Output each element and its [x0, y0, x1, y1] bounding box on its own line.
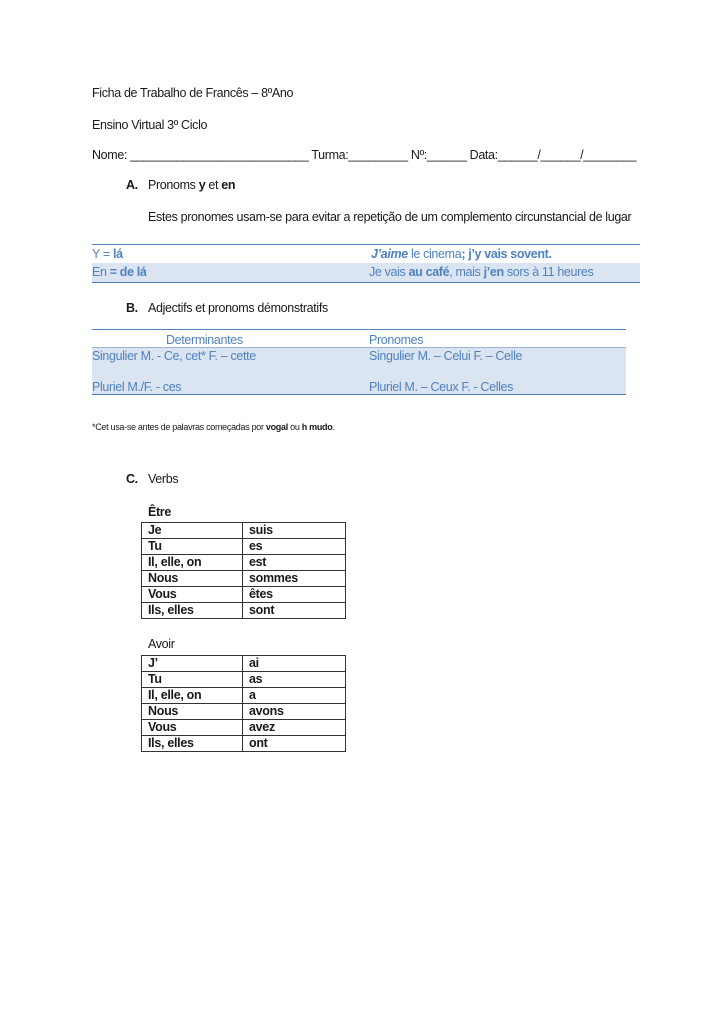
avoir-table [141, 655, 346, 752]
demo-pluriel-determinantes: Pluriel M./F. - ces [92, 380, 182, 394]
demo-head-pronomes: Pronomes [369, 333, 424, 347]
pronoms-row1-right: J’aime le cinema; j’y vais sovent. [371, 247, 552, 261]
section-a-intro: Estes pronomes usam-se para evitar a repetição de um complemento circunstancial de lugar [148, 210, 632, 224]
etre-label: Être [148, 505, 171, 519]
demo-rule-mid [92, 347, 626, 348]
table-row: Je suis [142, 523, 346, 539]
worksheet-subtitle: Ensino Virtual 3º Ciclo [92, 118, 208, 132]
table-row: Nous sommes [142, 571, 346, 587]
table-row: Tu as [142, 672, 346, 688]
avoir-label: Avoir [148, 637, 175, 651]
footnote: *Cet usa-se antes de palavras começadas por vogal ou h mudo. [92, 422, 335, 432]
worksheet-title: Ficha de Trabalho de Francês – 8ºAno [92, 86, 294, 100]
table-row: Vous êtes [142, 587, 346, 603]
etre-table [141, 522, 346, 619]
section-b-heading: B. Adjectifs et pronoms démonstratifs [126, 301, 328, 315]
table-row: Tu es [142, 539, 346, 555]
table-row: Nous avons [142, 704, 346, 720]
student-info-fields: Nome: ___________________________ Turma:_________ Nº:______ Data:______/______/________ [92, 148, 637, 162]
table-row: Il, elle, on est [142, 555, 346, 571]
section-a-letter: A. [126, 178, 138, 192]
section-b-letter: B. [126, 301, 138, 315]
table-rule-top [92, 244, 640, 245]
pronoms-row2-left: En = de lá [92, 265, 147, 279]
demo-pluriel-pronomes: Pluriel M. – Ceux F. - Celles [369, 380, 514, 394]
table-row: Il, elle, on a [142, 688, 346, 704]
pronoms-row1-left: Y = lá [92, 247, 123, 261]
demo-head-determinantes: Determinantes [166, 333, 243, 347]
table-row: Vous avez [142, 720, 346, 736]
section-c-heading: C. Verbs [126, 472, 179, 486]
table-rule-bottom [92, 282, 640, 283]
table-row: Ils, elles sont [142, 603, 346, 619]
demo-rule-top [92, 329, 626, 330]
demo-singulier-determinantes: Singulier M. - Ce, cet* F. – cette [92, 349, 256, 363]
table-row: Ils, elles ont [142, 736, 346, 752]
demo-singulier-pronomes: Singulier M. – Celui F. – Celle [369, 349, 523, 363]
pronoms-row2-right: Je vais au café, mais j’en sors à 11 heures [369, 265, 594, 279]
table-row: J’ ai [142, 656, 346, 672]
section-c-letter: C. [126, 472, 138, 486]
section-a-heading: A. Pronoms y et en [126, 178, 236, 192]
demo-rule-bottom [92, 394, 626, 395]
